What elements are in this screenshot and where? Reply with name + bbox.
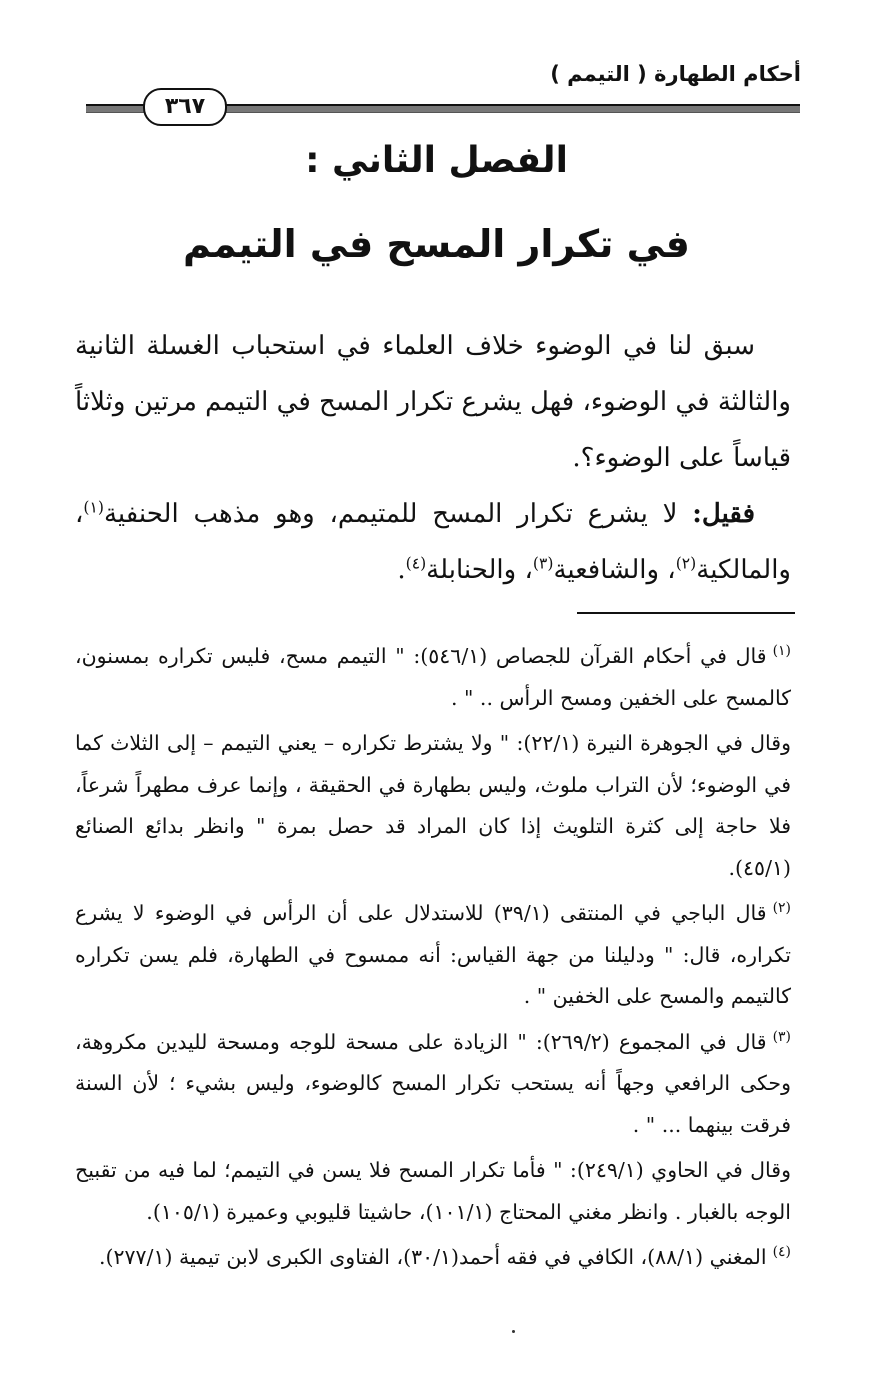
paragraph-2 [75,486,791,598]
main-text [75,318,791,598]
paragraph-text: لا يشرع تكرار المسح للمتيمم، وهو مذهب الحنفية [103,499,693,529]
footnote-text: قال الباجي في المنتقى (٣٩/١) للاستدلال على أن الرأس في الوضوء لا يشرع تكراره، قال: " ودليلنا من جهة القياس: أنه ممسوح في الطهارة، فلم يسن تكراره كالتيمم والمسح على الخفين " . [75,901,791,1008]
footnote-1-continuation: وقال في الجوهرة النيرة (٢٢/١): " ولا يشترط تكراره – يعني التيمم – إلى الثلاث كما في الوضوء؛ لأن التراب ملوث، وليس بطهارة في الحقيقة ، وإنما عرف مطهراً شرعاً، فلا حاجة إلى كثرة التلويث إذا كان المراد قد حصل بمرة " وانظر بدائع الصنائع (٤٥/١). [75,731,791,880]
footnote-1 [75,636,791,719]
footnotes [75,636,791,1283]
footnote-marker: (٢) [772,900,791,917]
paragraph-text: . [397,555,406,585]
paragraph-lead: فقيل: [692,499,755,529]
print-speck [512,1330,515,1333]
footnote-ref-1[interactable]: (١) [83,498,104,517]
chapter-title: في تكرار المسح في التيمم [183,222,690,266]
footnote-ref-2[interactable]: (٢) [675,554,697,573]
paragraph-text: ، والحنابلة [426,555,533,585]
footnote-text: المغني (٨٨/١)، الكافي في فقه أحمد(٣٠/١)، الفتاوى الكبرى لابن تيمية (٢٧٧/١). [99,1245,767,1269]
footnote-3-continuation: وقال في الحاوي (٢٤٩/١): " فأما تكرار المسح فلا يسن في التيمم؛ لما فيه من تقبيح الوجه بالغبار . وانظر مغني المحتاج (١٠١/١)، حاشيتا قليوبي وعميرة (١٠٥/١). [75,1158,792,1224]
page-number: ٣٦٧ [143,88,227,126]
footnote-text: قال في أحكام القرآن للجصاص (٥٤٦/١): " التيمم مسح، فليس تكراره بمسنون، كالمسح على الخفين ومسح الرأس .. " . [75,644,791,710]
footnote-marker: (٤) [772,1244,791,1261]
footnote-marker: (٣) [772,1028,791,1045]
paragraph-text: ، والشافعية [553,555,676,585]
footnote-3 [75,1022,791,1147]
footnote-ref-4[interactable]: (٤) [405,554,427,573]
paragraph-text: ، والمالكية [75,499,791,585]
running-title: أحكام الطهارة ( التيمم ) [550,62,801,86]
footnote-text: قال في المجموع (٢٦٩/٢): " الزيادة على مسحة للوجه ومسحة لليدين مكروهة، وحكى الرافعي وجهاً أنه يستحب تكرار المسح كالوضوء، وليس بشيء ؛ لأن السنة فرقت بينهما ... " . [75,1029,791,1137]
paragraph-1: سبق لنا في الوضوء خلاف العلماء في استحباب الغسلة الثانية والثالثة في الوضوء، فهل يشرع تكرار المسح في التيمم مرتين وثلاثاً قياساً على الوضوء؟. [75,331,791,473]
chapter-heading: الفصل الثاني : [305,140,568,181]
footnote-4 [75,1237,791,1279]
footnote-ref-3[interactable]: (٣) [532,554,554,573]
footnote-2 [75,893,791,1018]
footnote-marker: (١) [772,643,791,660]
footnote-separator [577,612,795,614]
